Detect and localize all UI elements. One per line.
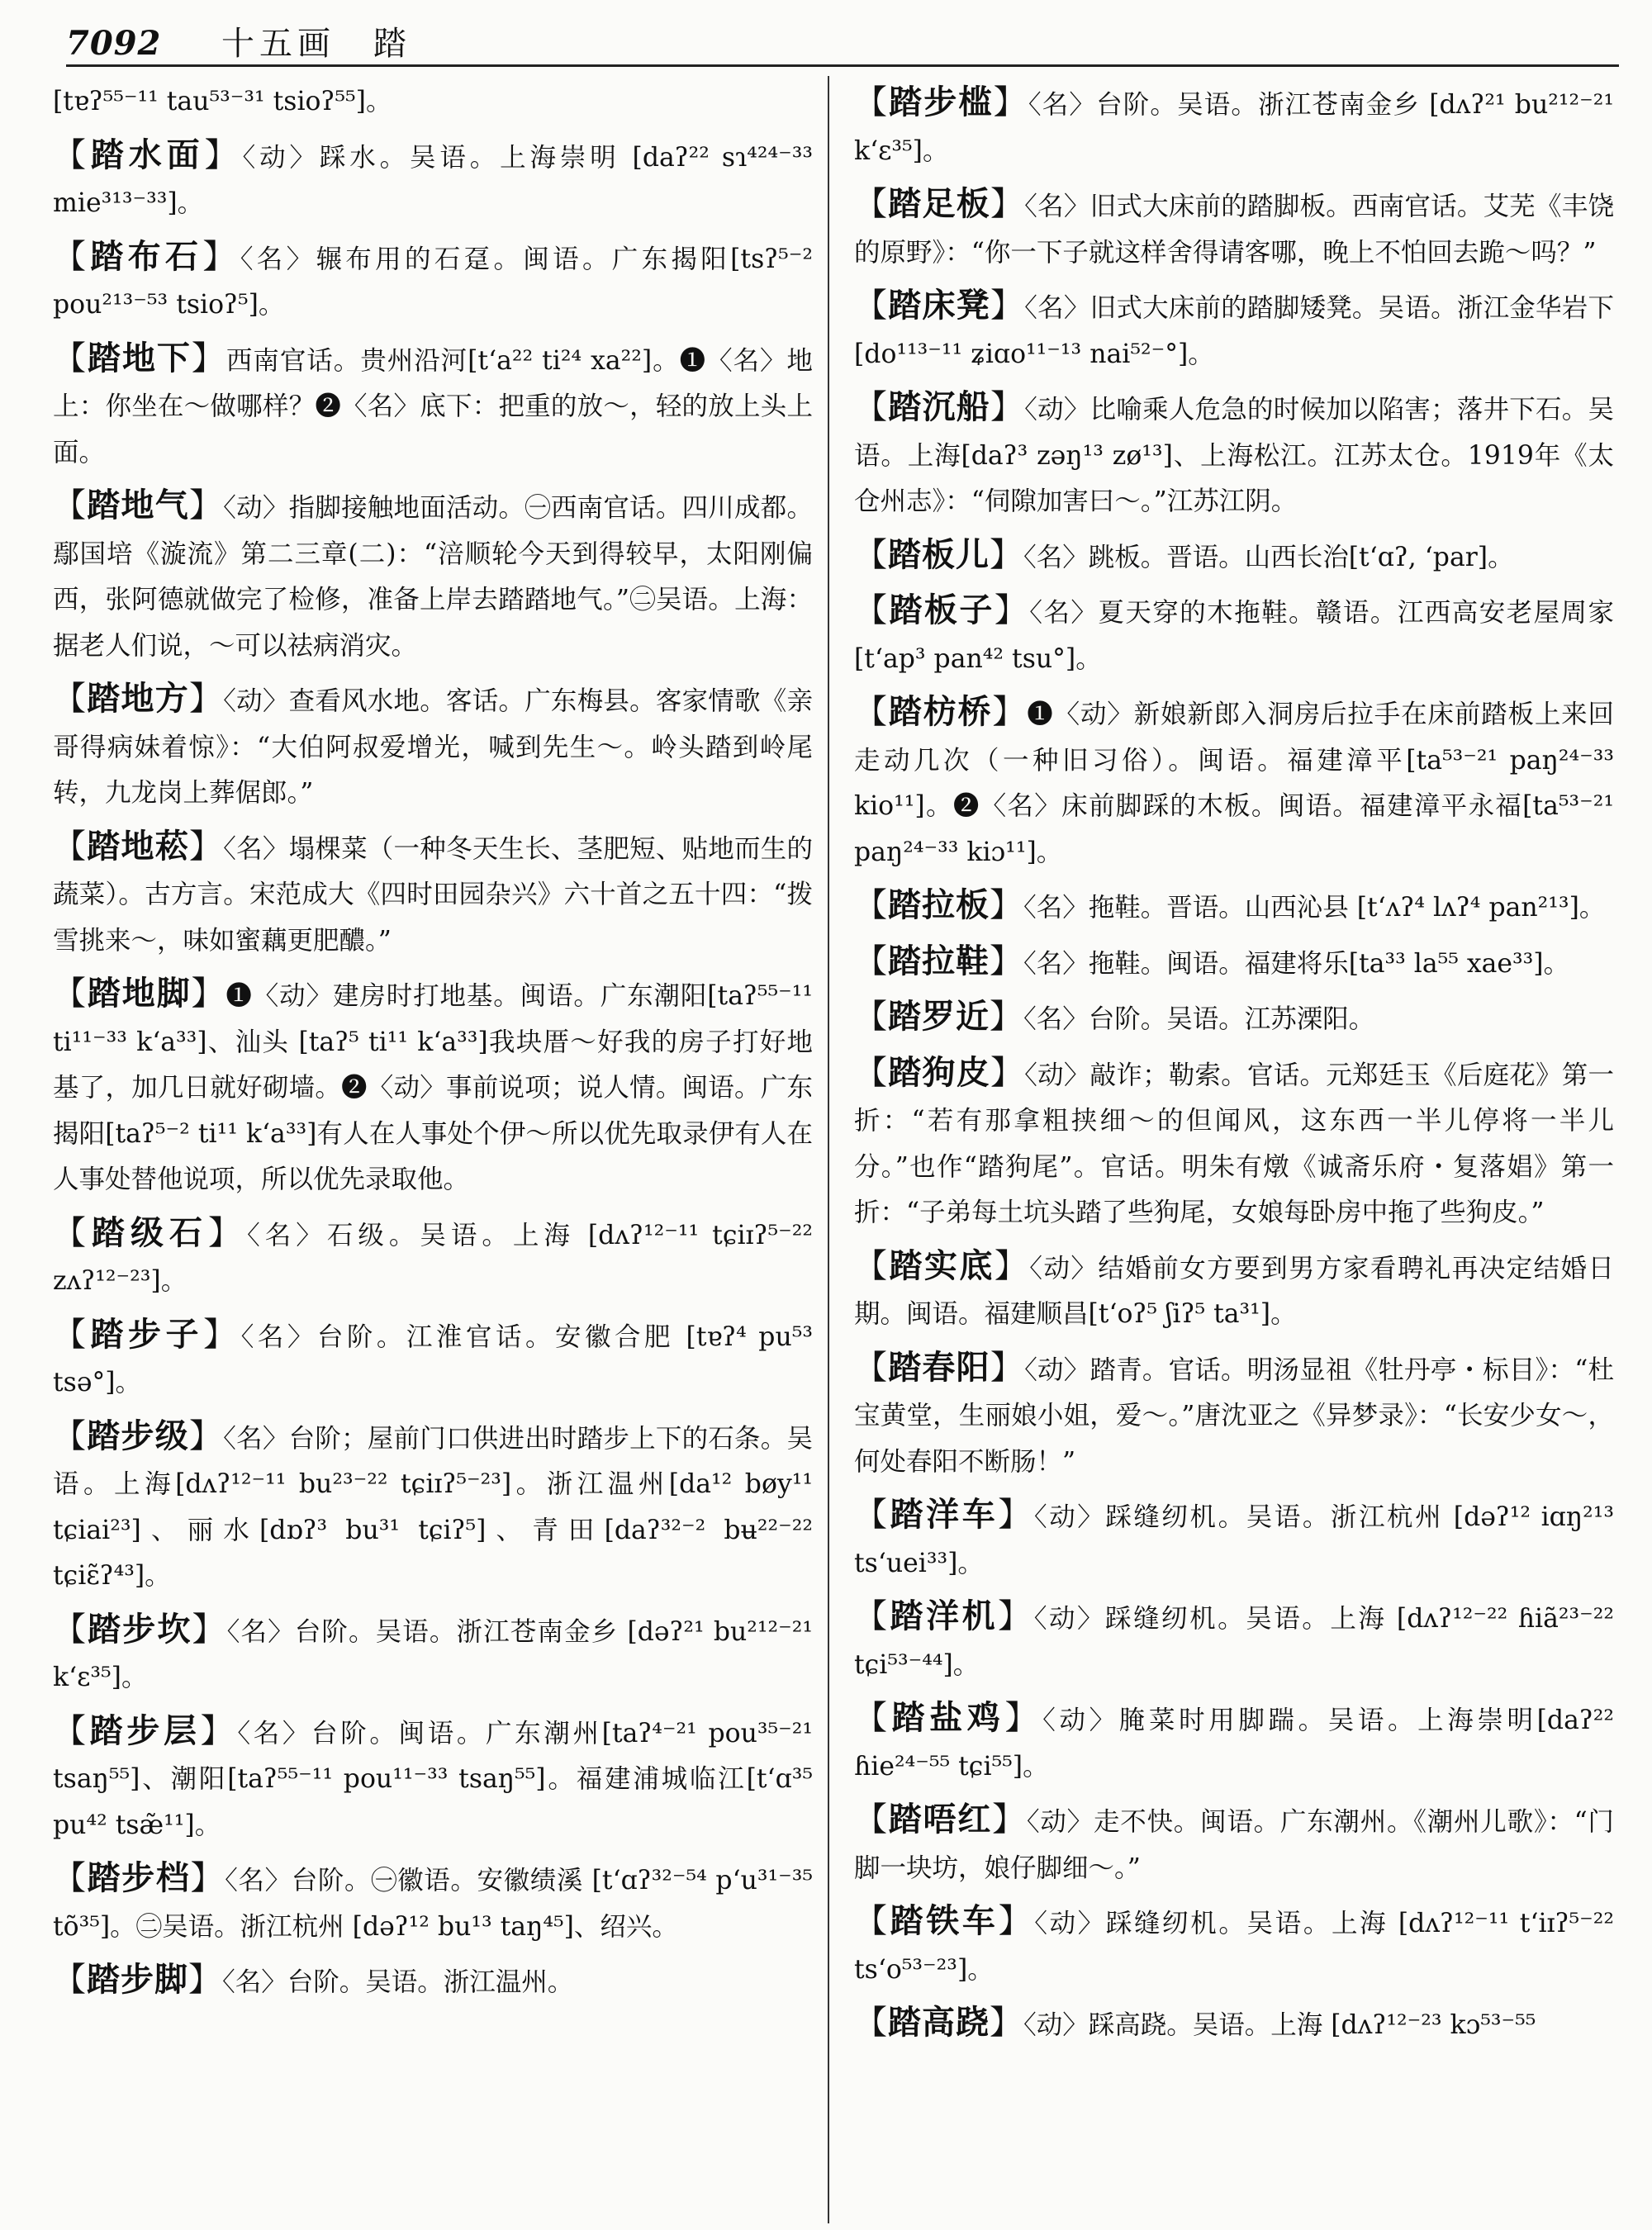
entry-headword: 【踏罗近】 [854, 997, 1023, 1036]
entry-headword: 【踏步坎】 [53, 1609, 227, 1649]
entry-definition: 〈动〉踩缝纫机。吴语。浙江杭州 [dəʔ¹² iɑŋ²¹³ tsʻuei³³]。 [854, 1502, 1614, 1578]
right-column [854, 79, 1614, 2227]
dictionary-entry [854, 282, 1614, 377]
dictionary-entry [53, 1708, 813, 1849]
entry-headword: 【踏床凳】 [854, 286, 1025, 325]
entry-definition: 〈名〉塌棵菜（一种冬天生长、茎肥短、贴地而生的蔬菜）。古方言。宋范成大《四时田园杂兴》六十首之五十四：“拨雪挑来～，味如蜜藕更肥醲。” [53, 833, 813, 956]
entry-headword: 【踏狗皮】 [854, 1052, 1025, 1092]
entry-definition: 〈动〉指脚接触地面活动。㊀西南官话。四川成都。鄢国培《漩流》第二三章(二)：“涪顺轮今天到得较早，太阳刚偏西，张阿德就做完了检修，准备上岸去踏踏地气。”㊁吴语。上海：据老人们说，～可以祛病消灾。 [53, 493, 813, 661]
entry-headword: 【踏地方】 [53, 679, 224, 718]
entry-headword: 【踏唔红】 [854, 1800, 1027, 1839]
entry-definition: 〈名〉拖鞋。闽语。福建将乐[ta³³ la⁵⁵ xae³³]。 [1023, 948, 1570, 979]
dictionary-entry [53, 1210, 813, 1305]
entry-definition: 〈名〉台阶。江淮官话。安徽合肥 [tɐʔ⁴ pu⁵³ tsə°]。 [53, 1321, 813, 1397]
entry-definition: 〈名〉台阶。吴语。浙江温州。 [222, 1967, 574, 1997]
entry-headword: 【踏板子】 [854, 591, 1030, 629]
entry-headword: 【踏板儿】 [854, 534, 1023, 574]
dictionary-entry [854, 587, 1614, 682]
dictionary-entry [53, 482, 813, 669]
dictionary-entry [854, 2000, 1614, 2049]
dictionary-entry [854, 938, 1614, 988]
continuation-text: [tɐʔ⁵⁵⁻¹¹ tau⁵³⁻³¹ tsioʔ⁵⁵]。 [53, 87, 392, 116]
dictionary-entry [53, 132, 813, 227]
dictionary-entry [53, 1855, 813, 1950]
column-divider [828, 76, 829, 2223]
entry-definition: 〈动〉踩缝纫机。吴语。上海 [dʌʔ¹²⁻¹¹ tʻiɪʔ⁵⁻²² tsʻo⁵³⁻²³]。 [854, 1909, 1614, 1985]
dictionary-entry [854, 181, 1614, 276]
entry-definition: ❶〈动〉新娘新郎入洞房后拉手在床前踏板上来回走动几次（一种旧习俗）。闽语。福建漳平[ta⁵³⁻²¹ paŋ²⁴⁻³³ kio¹¹]。❷〈名〉床前脚踩的木板。闽语。福建漳平永福[ta⁵³⁻²¹ paŋ²⁴⁻³³ kiɔ¹¹]。 [854, 700, 1614, 867]
dictionary-entry [854, 1345, 1614, 1486]
entry-definition: 〈名〉旧式大床前的踏脚矮凳。吴语。浙江金华岩下 [do¹¹³⁻¹¹ ʑiɑo¹¹⁻¹³ nai⁵²⁻°]。 [854, 293, 1614, 369]
entry-definition: 〈名〉夏天穿的木拖鞋。赣语。江西高安老屋周家[tʻap³ pan⁴² tsu°]。 [854, 598, 1614, 674]
entry-headword: 【踏步脚】 [53, 1960, 222, 1999]
dictionary-entry [53, 823, 813, 965]
entry-headword: 【踏实底】 [854, 1245, 1030, 1285]
entry-headword: 【踏铁车】 [854, 1901, 1035, 1940]
dictionary-entry [854, 384, 1614, 525]
header-rule [66, 64, 1619, 67]
dictionary-entry [53, 234, 813, 329]
entry-definition: 〈动〉走不快。闽语。广东潮州。《潮州儿歌》：“门脚一块坊，娘仔脚细～。” [854, 1807, 1614, 1883]
entry-headword: 【踏地菘】 [53, 826, 224, 866]
dictionary-entry [854, 882, 1614, 932]
dictionary-entry [854, 1898, 1614, 1993]
entry-headword: 【踏布石】 [53, 236, 240, 276]
entry-headword: 【踏枋桥】 [854, 692, 1028, 731]
entry-headword: 【踏地脚】 [53, 974, 226, 1013]
entry-headword: 【踏沉船】 [854, 387, 1025, 426]
dictionary-entry [854, 994, 1614, 1043]
entry-definition: 〈名〉台阶。吴语。浙江苍南金乡 [dʌʔ²¹ bu²¹²⁻²¹ kʻɛ³⁵]。 [854, 90, 1614, 166]
entry-headword: 【踏拉板】 [854, 885, 1023, 924]
dictionary-entry [53, 1957, 813, 2006]
entry-definition: 〈动〉结婚前女方要到男方家看聘礼再决定结婚日期。闽语。福建顺昌[tʻoʔ⁵ ʃiʔ⁵ ta³¹]。 [854, 1253, 1614, 1329]
entry-definition: 〈动〉比喻乘人危急的时候加以陷害；落井下石。吴语。上海[daʔ³ zəŋ¹³ zø¹³]、上海松江。江苏太仓。1919年《太仓州志》：“伺隙加害曰～。”江苏江阴。 [854, 395, 1614, 516]
entry-definition: 〈名〉台阶。吴语。浙江苍南金乡 [dəʔ²¹ bu²¹²⁻²¹ kʻɛ³⁵]。 [53, 1616, 813, 1692]
entry-headword: 【踏步槛】 [854, 83, 1028, 121]
entry-headword: 【踏地气】 [53, 486, 224, 524]
page-header [66, 18, 1602, 69]
entry-definition: 〈名〉拖鞋。晋语。山西沁县 [tʻʌʔ⁴ lʌʔ⁴ pan²¹³]。 [1023, 893, 1606, 923]
entry-headword: 【踏地下】 [53, 338, 226, 377]
dictionary-entry [854, 79, 1614, 174]
dictionary-entry [53, 1606, 813, 1701]
page-number: 7092 [66, 24, 162, 63]
entry-headword: 【踏步档】 [53, 1858, 225, 1897]
entry-definition: 西南官话。贵州沿河[tʻa²² ti²⁴ xa²²]。❶〈名〉地上：你坐在～做哪样？❷〈名〉底下：把重的放～，轻的放上头上面。 [53, 345, 813, 467]
dictionary-entry [53, 1413, 813, 1600]
entry-headword: 【踏洋机】 [854, 1597, 1034, 1635]
entry-definition: ❶〈动〉建房时打地基。闽语。广东潮阳[taʔ⁵⁵⁻¹¹ ti¹¹⁻³³ kʻa³³]、汕头 [taʔ⁵ ti¹¹ kʻa³³]我块厝～好我的房子打好地基了，加几日就好砌墙。❷〈动〉事前说项；说人情。闽语。广东揭阳[taʔ⁵⁻² ti¹¹ kʻa³³]有人在人事处个伊～所以优先取录伊有人在人事处替他说项，所以优先录取他。 [53, 981, 813, 1194]
dictionary-entry [854, 689, 1614, 875]
entry-headword: 【踏春阳】 [854, 1347, 1025, 1387]
entry-definition: 〈名〉石级。吴语。上海 [dʌʔ¹²⁻¹¹ tɕiɪʔ⁵⁻²² zʌʔ¹²⁻²³]。 [53, 1220, 813, 1296]
dictionary-entry [53, 676, 813, 817]
entry-headword: 【踏洋车】 [854, 1495, 1034, 1534]
entry-definition: 〈动〉踏青。官话。明汤显祖《牡丹亭・标目》：“杜宝黄堂，生丽娘小姐，爱～。”唐沈亚之《异梦录》：“长安少女～，何处春阳不断肠！” [854, 1355, 1614, 1477]
dictionary-entry [854, 1243, 1614, 1338]
entry-definition: 〈动〉腌菜时用脚踹。吴语。上海崇明[daʔ²² ɦie²⁴⁻⁵⁵ tɕi⁵⁵]。 [854, 1706, 1614, 1782]
entry-headword: 【踏步子】 [53, 1314, 241, 1354]
dictionary-entry [854, 1796, 1614, 1891]
entry-headword: 【踏足板】 [854, 184, 1025, 223]
entry-definition: 〈名〉跳板。晋语。山西长治[tʻɑʔ, ʻpar]。 [1023, 542, 1514, 572]
entry-definition: 〈名〉台阶；屋前门口供进出时踏步上下的石条。吴语。上海[dʌʔ¹²⁻¹¹ bu²³⁻²² tɕiɪʔ⁵⁻²³]。浙江温州[da¹² bøy¹¹ tɕiai²³]、丽水[dɒʔ³ bu³¹ tɕiʔ⁵]、青田[daʔ³²⁻² bʉ²²⁻²² tɕiɛ̃ʔ⁴³]。 [53, 1423, 813, 1591]
entry-definition: 〈名〉台阶。闽语。广东潮州[taʔ⁴⁻²¹ pou³⁵⁻²¹ tsaŋ⁵⁵]、潮阳[taʔ⁵⁵⁻¹¹ pou¹¹⁻³³ tsaŋ⁵⁵]。福建浦城临江[tʻɑ³⁵ pu⁴² tsæ̃¹¹]。 [53, 1718, 813, 1840]
entry-definition: 〈名〉台阶。㊀徽语。安徽绩溪 [tʻɑʔ³²⁻⁵⁴ pʻu³¹⁻³⁵ tõ³⁵]。㊁吴语。浙江杭州 [dəʔ¹² bu¹³ taŋ⁴⁵]、绍兴。 [53, 1866, 813, 1942]
dictionary-entry [53, 335, 813, 477]
entry-definition: 〈动〉踩水。吴语。上海崇明 [daʔ²² sɿ⁴²⁴⁻³³ mie³¹³⁻³³]。 [53, 142, 813, 218]
dictionary-entry [854, 1492, 1614, 1587]
entry-headword: 【踏盐鸡】 [854, 1698, 1043, 1737]
entry-definition: 〈名〉旧式大床前的踏脚板。西南官话。艾芜《丰饶的原野》：“你一下子就这样舍得请客哪，晚上不怕回去跪～吗？” [854, 192, 1614, 268]
entry-definition: 〈名〉辗布用的石趸。闽语。广东揭阳[tsʔ⁵⁻² pou²¹³⁻⁵³ tsioʔ⁵]。 [53, 244, 813, 320]
dictionary-entry [854, 1050, 1614, 1236]
dictionary-entry [53, 1312, 813, 1407]
entry-definition: 〈名〉台阶。吴语。江苏溧阳。 [1023, 1004, 1375, 1034]
section-title: 十五画 踏 [221, 25, 412, 63]
entry-definition: 〈动〉查看风水地。客话。广东梅县。客家情歌《亲哥得病妹着惊》：“大伯阿叔爱增光，喊到先生～。岭头踏到岭尾转，九龙岗上葬倨郎。” [53, 686, 813, 808]
entry-headword: 【踏拉鞋】 [854, 941, 1023, 980]
dictionary-entry [854, 1695, 1614, 1790]
dictionary-entry [53, 970, 813, 1203]
entry-headword: 【踏水面】 [53, 135, 243, 174]
entry-definition: 〈动〉踩缝纫机。吴语。上海 [dʌʔ¹²⁻²² ɦiã²³⁻²² tɕi⁵³⁻⁴⁴]。 [854, 1604, 1614, 1680]
entry-headword: 【踏级石】 [53, 1212, 248, 1252]
entry-headword: 【踏步级】 [53, 1416, 224, 1455]
entry-headword: 【踏步层】 [53, 1710, 238, 1750]
dictionary-entry [854, 1593, 1614, 1688]
dictionary-entry [854, 532, 1614, 581]
entry-definition: 〈动〉敲诈；勒索。官话。元郑廷玉《后庭花》第一折：“若有那拿粗挟细～的但闻风，这东西一半儿停将一半儿分。”也作“踏狗尾”。官话。明朱有燉《诚斋乐府・复落娼》第一折：“子弟每土坑头踏了些狗尾，女娘每卧房中拖了些狗皮。” [854, 1060, 1614, 1227]
left-column [53, 79, 813, 2227]
entry-headword: 【踏高跷】 [854, 2003, 1023, 2042]
entry-definition: 〈动〉踩高跷。吴语。上海 [dʌʔ¹²⁻²³ kɔ⁵³⁻⁵⁵ [1023, 2010, 1536, 2040]
